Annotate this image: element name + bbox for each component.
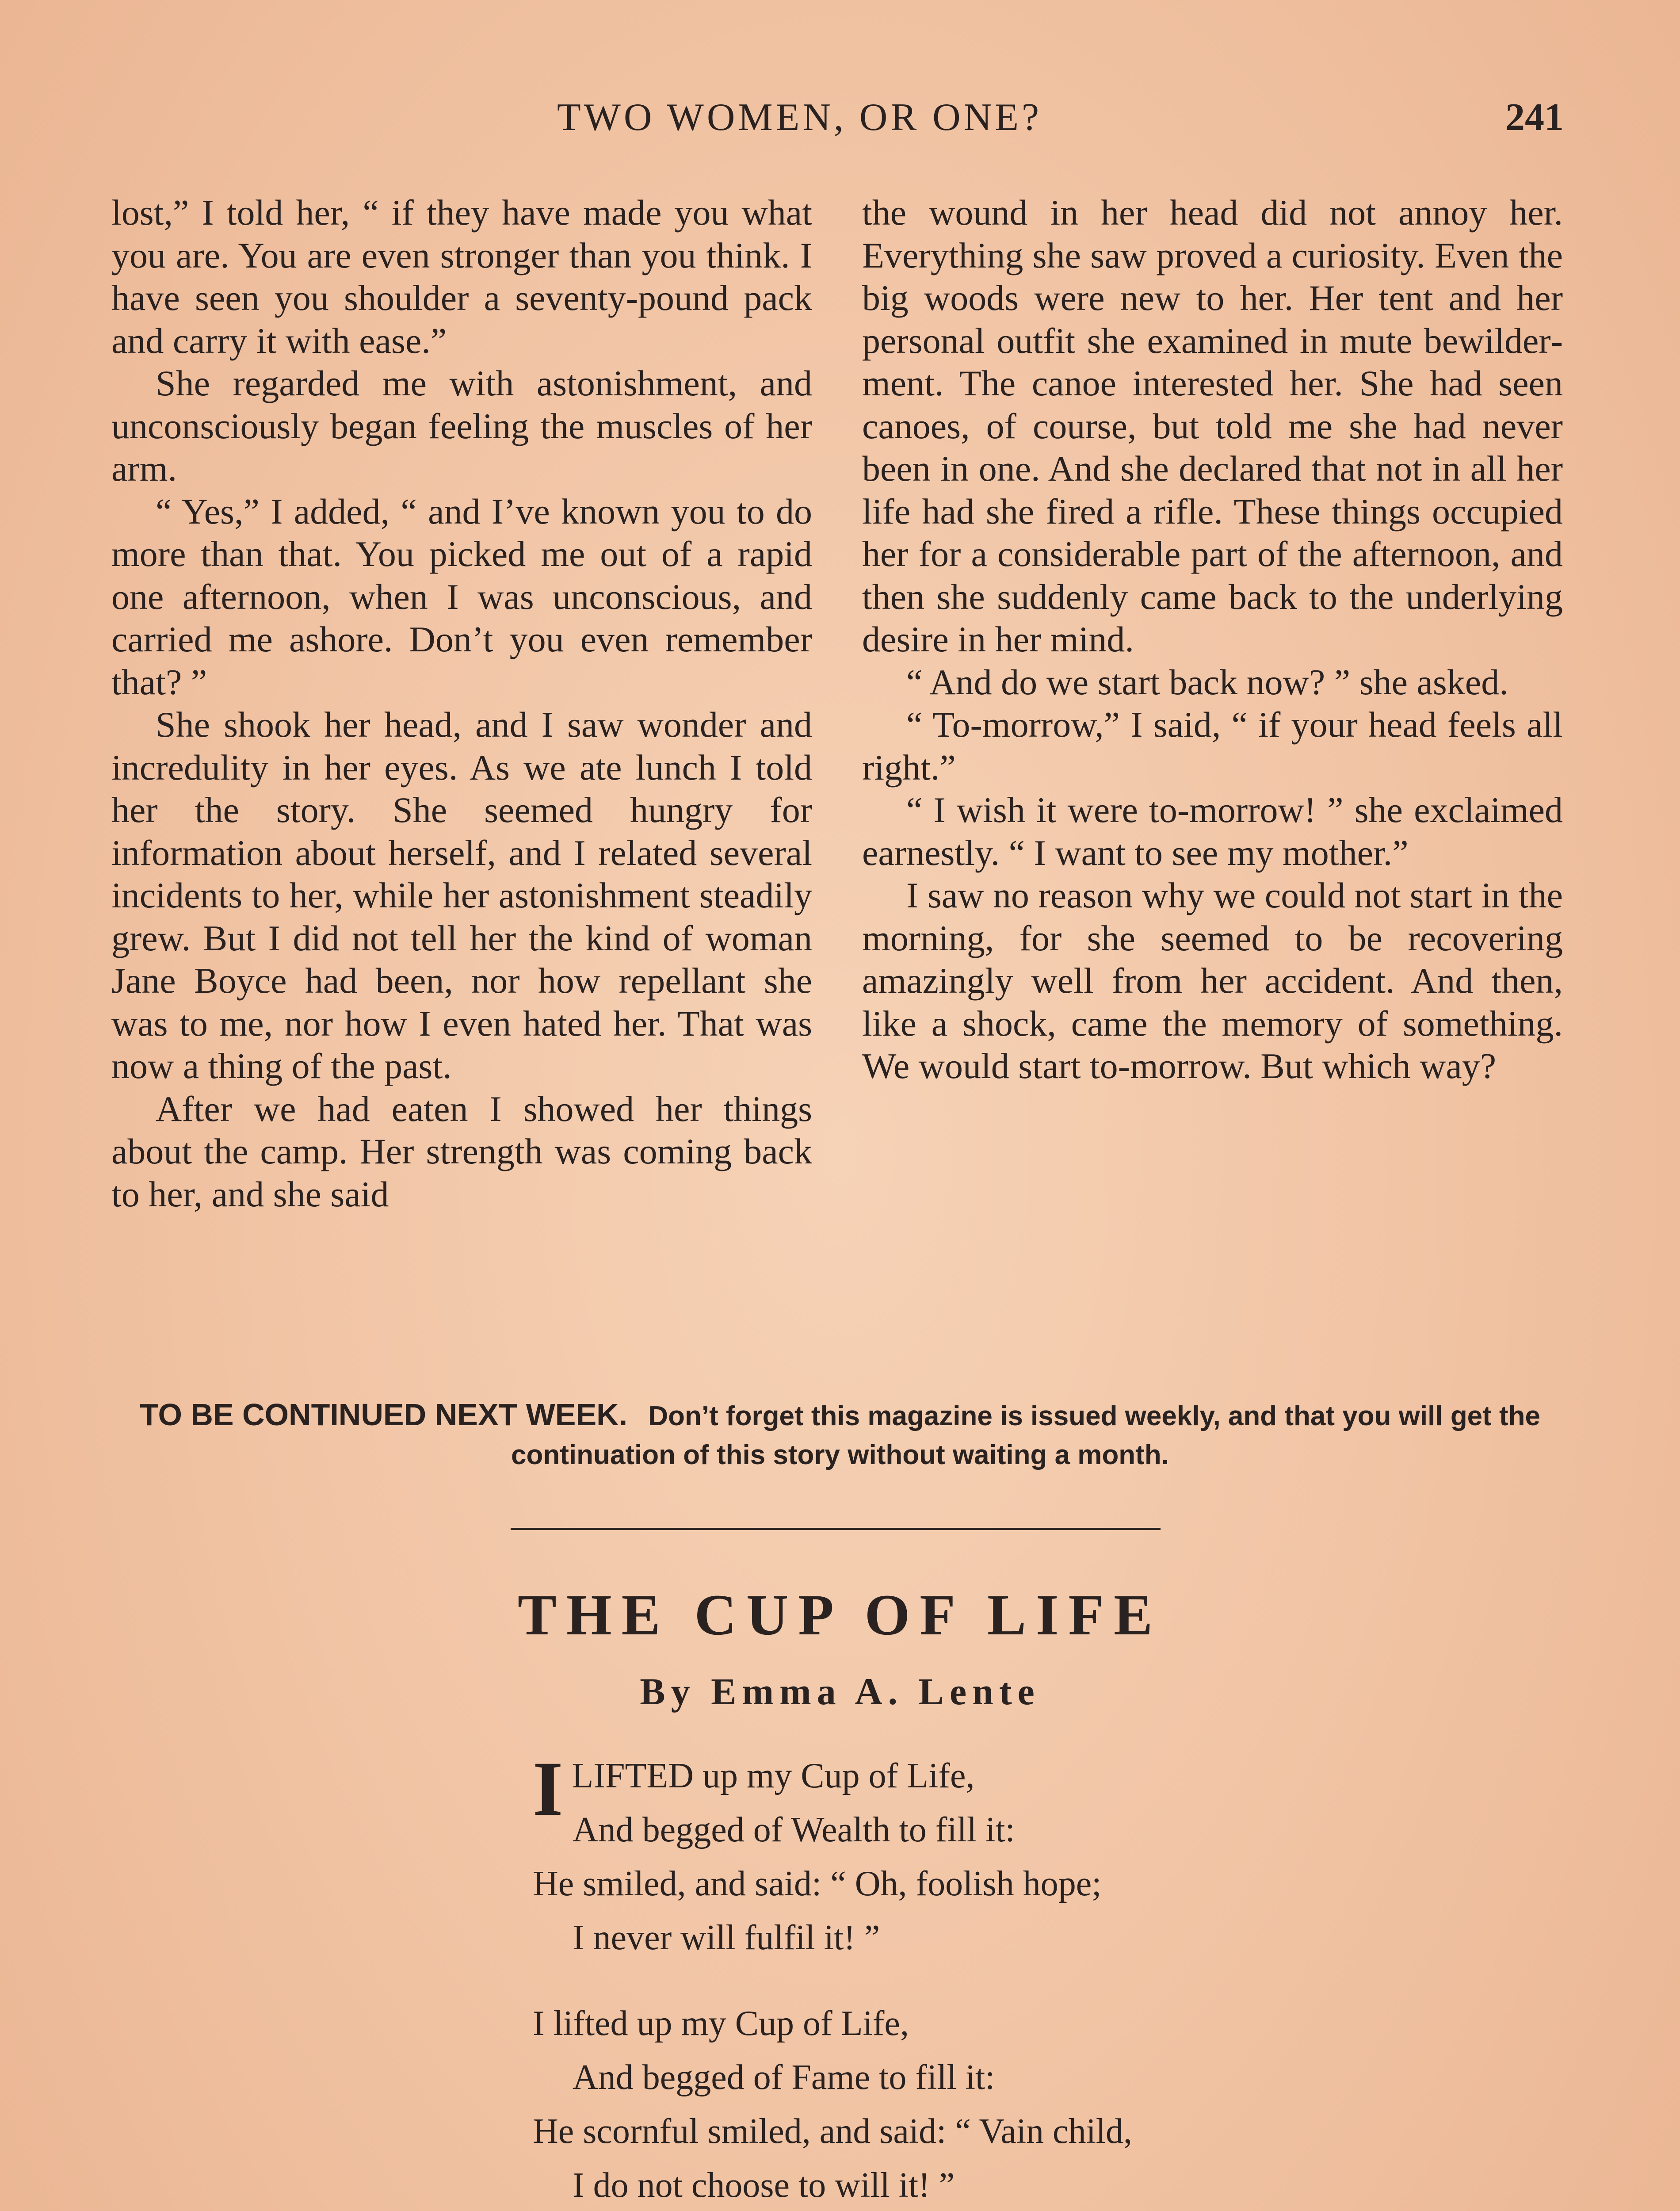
poem-line: And begged of Wealth to fill it: xyxy=(573,1810,1015,1849)
poem-line: He scornful smiled, and said: “ Vain child, xyxy=(533,2112,1133,2151)
poem-line: I lifted up my Cup of Life, xyxy=(533,2004,909,2043)
story-paragraph: lost,” I told her, “ if they have made you what you are. You are even stronger than you think. I have seen you shoulder a seventy-pound pack and carry it with ease.” xyxy=(111,192,812,361)
page-number: 241 xyxy=(1505,96,1564,139)
poem-line: I do not choose to will it! ” xyxy=(573,2166,955,2205)
story-paragraph: After we had eaten I showed her things about the camp. Her strength was coming back to her, and she said xyxy=(111,1088,812,1214)
story-paragraph: “ To-morrow,” I said, “ if your head feels all right.” xyxy=(862,704,1563,788)
poem-stanza xyxy=(533,1997,1284,2211)
poem-body xyxy=(533,1746,1284,2211)
poem-line: He smiled, and said: “ Oh, foolish hope; xyxy=(533,1864,1102,1903)
poem-stanza xyxy=(533,1746,1284,1965)
story-paragraph: I saw no reason why we could not start in the morning, for she seemed to be recovering amazingly well from her accident. And then, like a shock, came the memory of something. We would start to-morrow. But which way? xyxy=(862,875,1563,1086)
story-column-right xyxy=(862,191,1563,1088)
story-paragraph: “ Yes,” I added, “ and I’ve known you to do more than that. You picked me out of a rapid one afternoon, when I was unconscious, and carried me ashore. Don’t you even remember that? ” xyxy=(111,491,812,702)
running-title: TWO WOMEN, OR ONE? xyxy=(557,96,1042,139)
poem-line: I never will fulfil it! ” xyxy=(573,1918,880,1957)
story-paragraph: the wound in her head did not annoy her. Everything she saw proved a curiosity. Even the big woods were new to her. Her tent and her personal outfit she examined in mute bewilderment. The canoe interested her. She had seen canoes, of course, but told me she had never been in one. And she declared that not in all her life had she fired a rifle. These things occupied her for a considerable part of the afternoon, and then she suddenly came back to the underlying desire in her mind. xyxy=(862,192,1563,659)
poem-line: And begged of Fame to fill it: xyxy=(573,2058,995,2097)
notice-text: Don’t forget this magazine is issued weekly, and that you will get the continuation of this story without waiting a month. xyxy=(511,1401,1541,1470)
continuation-notice xyxy=(111,1395,1569,1475)
story-paragraph: She regarded me with astonishment, and unconsciously began feeling the muscles of her arm. xyxy=(111,363,812,489)
poem-line-text: LIFTED up my Cup of Life, xyxy=(572,1756,975,1795)
poem-byline: By Emma A. Lente xyxy=(640,1670,1040,1713)
drop-cap: I xyxy=(533,1746,563,1832)
story-paragraph: She shook her head, and I saw wonder and incredulity in her eyes. As we ate lunch I told her the story. She seemed hungry for information about herself, and I related several incidents to her, while her astonishment steadily grew. But I did not tell her the kind of woman Jane Boyce had been, nor how repellant she was to me, nor how I even hated her. That was now a thing of the past. xyxy=(111,704,812,1086)
running-header xyxy=(0,95,1680,148)
section-divider xyxy=(511,1528,1161,1530)
story-column-left xyxy=(111,191,812,1216)
notice-lead: TO BE CONTINUED NEXT WEEK. xyxy=(139,1397,628,1432)
story-paragraph: “ And do we start back now? ” she asked. xyxy=(906,662,1508,702)
story-paragraph: “ I wish it were to-morrow! ” she exclaimed earnestly. “ I want to see my mother.” xyxy=(862,790,1563,873)
poem-title: THE CUP OF LIFE xyxy=(517,1582,1163,1647)
